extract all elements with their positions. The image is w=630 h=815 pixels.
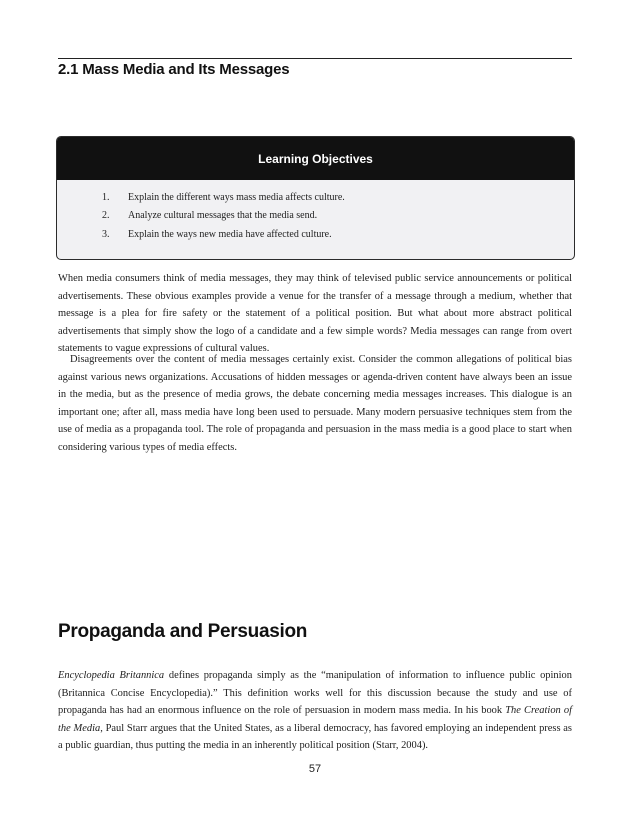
objective-text: Analyze cultural messages that the media send. (128, 210, 318, 222)
objective-item (57, 207, 574, 225)
britannica-title: Encyclopedia Britannica (58, 670, 165, 681)
learning-objectives-box (56, 136, 575, 260)
objective-number: 1. (102, 192, 110, 203)
page-number: 57 (308, 763, 322, 775)
objectives-list (57, 180, 574, 244)
propaganda-heading: Propaganda and Persuasion (58, 621, 308, 642)
objective-item (57, 226, 574, 244)
objective-number: 3. (102, 228, 110, 240)
paragraph-propaganda (58, 667, 572, 755)
book-title: The Creation of the Media (58, 705, 572, 734)
objective-item (57, 189, 574, 207)
objective-number: 2. (102, 210, 110, 222)
learning-objectives-header: Learning Objectives (57, 137, 574, 180)
paragraph-disagreements: Disagreements over the content of media messages certainly exist. Consider the common allegations of political bias against various news organizations. Accusations of hidden messages or agenda-driven content have always been an issue in the media, but as the presence of media grows, the debate concerning media messages increases. This dialogue is an important one; after all, mass media have long been used to persuade. Many modern persuasive techniques stem from the use of media as a propaganda tool. The role of propaganda and persuasion in the mass media is a good place to start when considering various types of media effects. (58, 354, 572, 453)
objective-text: Explain the different ways mass media affects culture. (128, 192, 345, 203)
objective-text: Explain the ways new media have affected culture. (128, 228, 332, 240)
paragraph-media-messages: When media consumers think of media messages, they may think of televised public service announcements or political advertisements. These obvious examples provide a venue for the transfer of a message through a medium, whether that message is a plea for fire safety or the statement of a political position. But what about more abstract political advertisements that simply show the logo of a candidate and a few simple words? Media messages can range from overt statements to vague expressions of cultural values. (58, 273, 572, 355)
propaganda-text-2: , Paul Starr argues that the United States, as a liberal democracy, has favored employing an independent press as a public guardian, thus putting the media in an inherently political position (Starr, 2004). (58, 722, 572, 752)
section-title: 2.1 Mass Media and Its Messages (58, 61, 290, 78)
propaganda-text-1: defines propaganda simply as the “manipulation of information to influence public opinion (Britannica Concise Encyclopedia).” This definition works well for this discussion because the study and use of propaganda has had an enormous influence on the role of persuasion in modern mass media. In his book (58, 670, 572, 717)
top-rule (58, 58, 572, 59)
